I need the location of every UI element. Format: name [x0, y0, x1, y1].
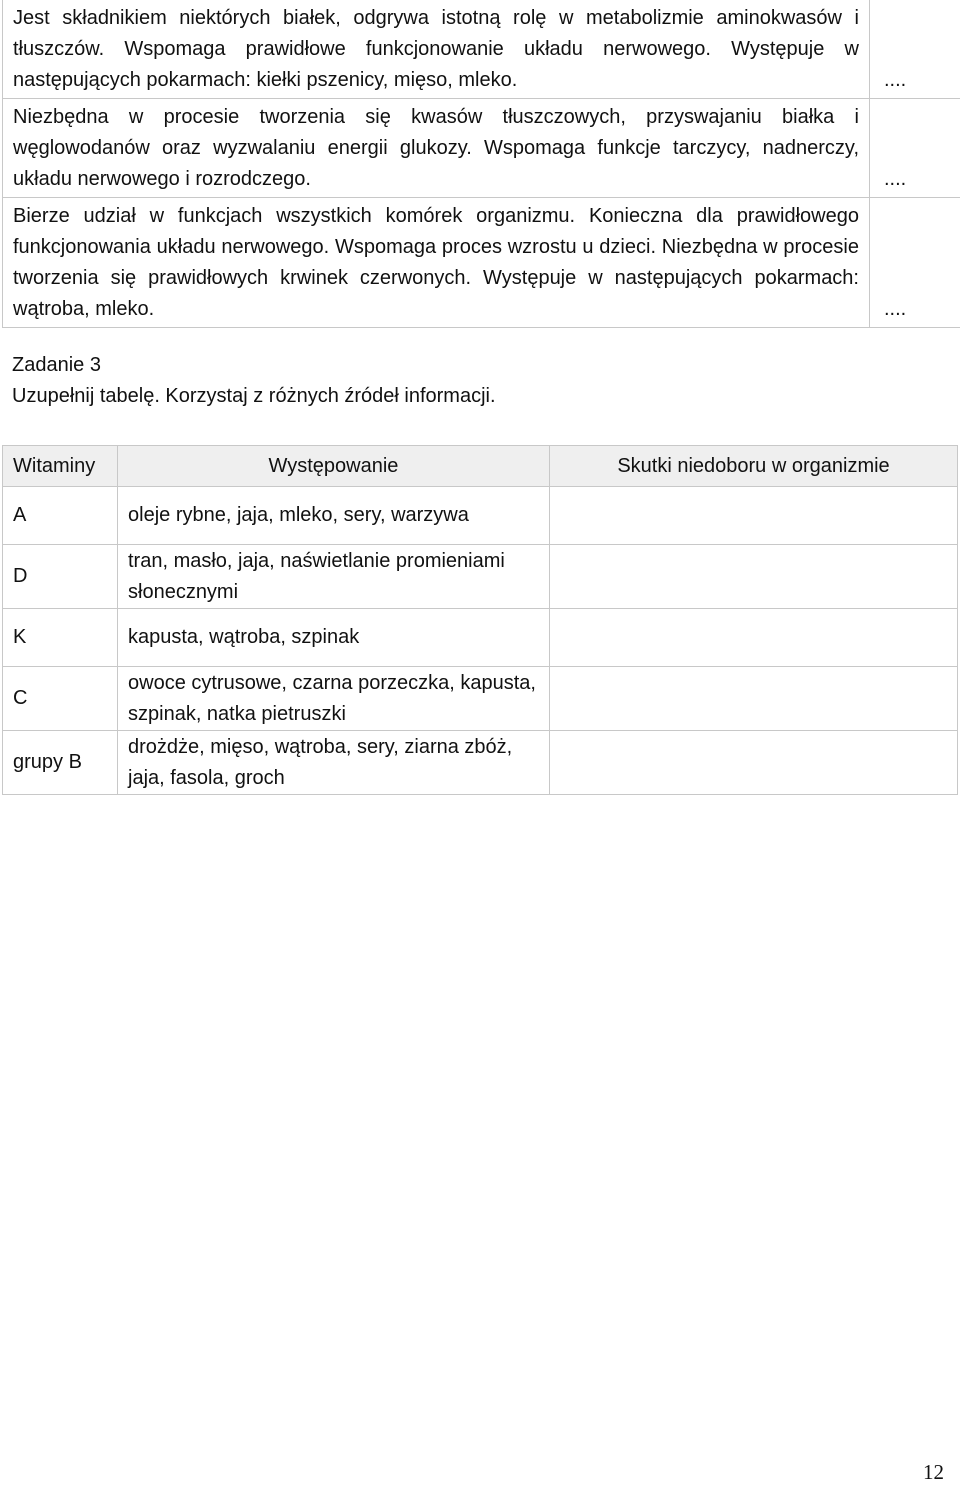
vitamin-name: C — [3, 667, 118, 731]
vitamin-occurrence: owoce cytrusowe, czarna porzeczka, kapusta, szpinak, natka pietruszki — [118, 667, 550, 731]
vitamin-row — [3, 487, 958, 545]
description-row — [3, 198, 960, 328]
task-title: Zadanie 3 — [12, 354, 101, 376]
vitamin-name: K — [3, 609, 118, 667]
deficiency-answer-cell[interactable] — [550, 487, 958, 545]
vitamin-name: D — [3, 545, 118, 609]
answer-blank[interactable]: .... — [870, 0, 960, 99]
vitamin-occurrence: drożdże, mięso, wątroba, sery, ziarna zbóż, jaja, fasola, groch — [118, 731, 550, 795]
header-deficiency: Skutki niedoboru w organizmie — [550, 446, 958, 487]
deficiency-answer-cell[interactable] — [550, 545, 958, 609]
vitamin-row — [3, 609, 958, 667]
vitamin-occurrence: kapusta, wątroba, szpinak — [118, 609, 550, 667]
answer-blank[interactable]: .... — [870, 198, 960, 328]
vitamin-description-table — [2, 0, 960, 328]
description-row — [3, 99, 960, 198]
deficiency-answer-cell[interactable] — [550, 731, 958, 795]
vitamin-name: A — [3, 487, 118, 545]
description-text: Jest składnikiem niektórych białek, odgrywa istotną rolę w metabolizmie aminokwasów i tłuszczów. Wspomaga prawidłowe funkcjonowanie układu nerwowego. Występuje w następujących pokarmach: kiełki pszenicy, mięso, mleko. — [3, 0, 870, 99]
deficiency-answer-cell[interactable] — [550, 609, 958, 667]
task-block — [12, 350, 496, 412]
vitamin-row — [3, 545, 958, 609]
description-text: Niezbędna w procesie tworzenia się kwasów tłuszczowych, przyswajaniu białka i węglowodanów oraz wyzwalaniu energii glukozy. Wspomaga funkcje tarczycy, nadnerczy, układu nerwowego i rozrodczego. — [3, 99, 870, 198]
description-row — [3, 0, 960, 99]
header-vitamins: Witaminy — [3, 446, 118, 487]
task-instruction: Uzupełnij tabelę. Korzystaj z różnych źródeł informacji. — [12, 385, 496, 407]
vitamin-row — [3, 667, 958, 731]
vitamin-occurrence: oleje rybne, jaja, mleko, sery, warzywa — [118, 487, 550, 545]
vitamin-row — [3, 731, 958, 795]
vitamin-name: grupy B — [3, 731, 118, 795]
vitamin-occurrence: tran, masło, jaja, naświetlanie promieniami słonecznymi — [118, 545, 550, 609]
page-number: 12 — [923, 1460, 944, 1484]
header-occurrence: Występowanie — [118, 446, 550, 487]
vitamin-table-header — [3, 446, 958, 487]
deficiency-answer-cell[interactable] — [550, 667, 958, 731]
answer-blank[interactable]: .... — [870, 99, 960, 198]
description-text: Bierze udział w funkcjach wszystkich komórek organizmu. Konieczna dla prawidłowego funkcjonowania układu nerwowego. Wspomaga proces wzrostu u dzieci. Niezbędna w procesie tworzenia się prawidłowych krwinek czerwonych. Występuje w następujących pokarmach: wątroba, mleko. — [3, 198, 870, 328]
vitamin-table — [2, 445, 958, 795]
